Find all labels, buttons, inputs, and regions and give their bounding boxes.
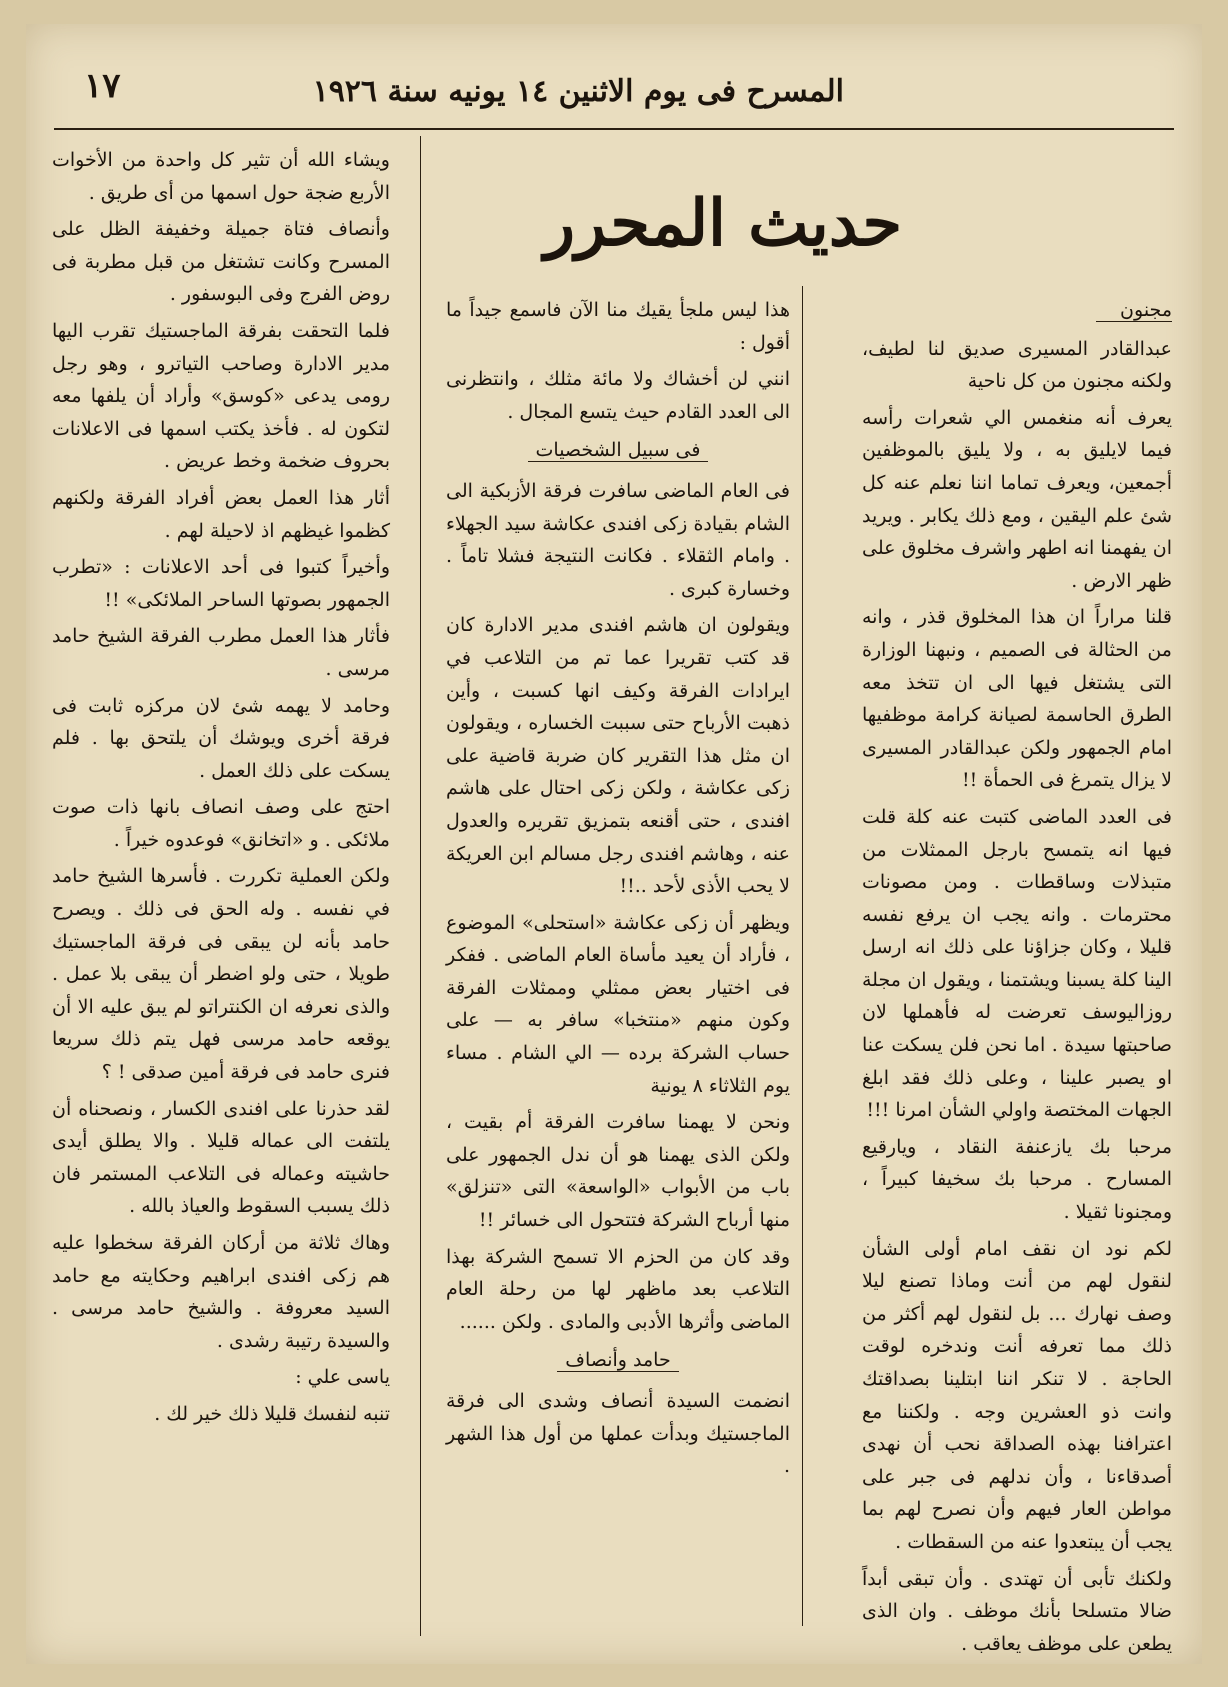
- header-title: المسرح فى يوم الاثنين ١٤ يونيه سنة ١٩٢٦: [312, 74, 844, 109]
- paragraph: قلنا مراراً ان هذا المخلوق قذر ، وانه من الحثالة فى الصميم ، ونبهنا الوزارة التى يشتغل فيها الى ان تتخذ معه الطرق الحاسمة لصيانة كرامة موظفيها امام الجمهور ولكن عبدالقادر المسيرى لا يزال يتمرغ فى الحمأة !!: [862, 606, 1172, 792]
- paragraph: ويظهر أن زكى عكاشة «استحلى» الموضوع ، فأراد أن يعيد مأساة العام الماضى . ففكر فى اختيار بعض ممثلي وممثلات الفرقة وكون منهم «منتخبا» سافر به — على حساب الشركة برده — الي الشام . مساء يوم الثلاثاء ٨ يونية: [446, 911, 790, 1097]
- page-number: ١٧: [84, 66, 121, 106]
- paragraph: فى العدد الماضى كتبت عنه كلة قلت فيها انه يتمسح بارجل الممثلات من متبذلات وساقطات . ومن مصونات محترمات . وانه يجب ان يرفع نفسه قليلا ، وكان جزاؤنا على ذلك انه ارسل الينا كلة يسبنا ويشتمنا ، ويقول ان مجلة روزاليوسف تعرضت له فأهملها لان صاحبتها سيدة . اما نحن فلن يسكت عنا او يصبر علينا ، وعلى ذلك فقد ابلغ الجهات المختصة واولي الشأن امرنا !!!: [862, 805, 1172, 1122]
- paragraph: لقد حذرنا على افندى الكسار ، ونصحناه أن يلتفت الى عماله قليلا . والا يطلق أيدى حاشيته وعماله فى التلاعب المستمر فان ذلك يسبب السقوط والعياذ بالله .: [52, 1097, 390, 1218]
- paragraph: وحامد لا يهمه شئ لان مركزه ثابت فى فرقة أخرى ويوشك أن يلتحق بها . فلم يسكت على ذلك العمل .: [52, 694, 390, 782]
- column-divider-middle: [802, 286, 803, 1626]
- section-heading-text: فى سبيل الشخصيات: [528, 439, 709, 462]
- newspaper-page: [26, 24, 1202, 1664]
- column-right: [862, 294, 1172, 1664]
- section-heading: [446, 1344, 790, 1377]
- paragraph: ولكن العملية تكررت . فأسرها الشيخ حامد في نفسه . وله الحق فى ذلك . ويصرح حامد بأنه لن يبقى فى فرقة الماجستيك طويلا ، حتى ولو اضطر أن يبقى بلا عمل . والذى نعرفه ان الكنتراتو لم يبق عليه الا أن يوقعه حامد مرسى فهل يتم ذلك سريعا فنرى حامد فى فرقة أمين صدقى ! ؟: [52, 865, 390, 1084]
- paragraph: وأخيراً كتبوا فى أحد الاعلانات : «تطرب الجمهور بصوتها الساحر الملائكى» !!: [52, 556, 390, 611]
- paragraph: وهاك ثلاثة من أركان الفرقة سخطوا عليه هم زكى افندى ابراهيم وحكايته مع حامد السيد معروفة . والشيخ حامد مرسى . والسيدة رتيبة رشدى .: [52, 1232, 390, 1352]
- paragraph: ياسى علي :: [295, 1366, 390, 1389]
- paragraph: تنبه لنفسك قليلا ذلك خير لك .: [154, 1402, 390, 1425]
- paragraph: ويشاء الله أن تثير كل واحدة من الأخوات الأربع ضجة حول اسمها من أى طريق .: [52, 149, 390, 204]
- article-title: حديث المحرر: [544, 186, 902, 261]
- paragraph: انضمت السيدة أنصاف وشدى الى فرقة الماجستيك وبدأت عملها من أول هذا الشهر .: [446, 1390, 790, 1478]
- section-byline: [862, 294, 1172, 327]
- paragraph: مرحبا بك يازعنفة النقاد ، ويارقيع المسارح . مرحبا بك سخيفا كبيراً ، ومجنونا ثقيلا .: [862, 1135, 1172, 1224]
- paragraph: ولكنك تأبى أن تهتدى . وأن تبقى أبداً ضالا متسلحا بأنك موظف . وان الذى يطعن على موظف يعاقب .: [862, 1567, 1172, 1655]
- paragraph: عبدالقادر المسيرى صديق لنا لطيف، ولكنه مجنون من كل ناحية: [862, 337, 1172, 393]
- paragraph: انني لن أخشاك ولا مائة مثلك ، وانتظرنى الى العدد القادم حيث يتسع المجال .: [446, 368, 790, 423]
- paragraph: ويقولون ان هاشم افندى مدير الادارة كان قد كتب تقريرا عما تم من التلاعب في ايرادات الفرقة وكيف انها كسبت ، وأين ذهبت الأرباح حتى سببت الخساره ، ويقولون ان مثل هذا التقرير كان ضربة قاضية على زكى عكاشة ، ولكن زكى احتال على هاشم افندى ، حتى أقنعه بتمزيق تقريره والعدول عنه ، وهاشم افندى رجل مسالم ابن العريكة لا يحب الأذى لأحد ..!!: [446, 614, 790, 898]
- paragraph: أثار هذا العمل بعض أفراد الفرقة ولكنهم كظموا غيظهم اذ لاحيلة لهم .: [52, 486, 390, 542]
- section-heading: [446, 434, 790, 467]
- paragraph: هذا ليس ملجأ يقيك منا الآن فاسمع جيداً ما أقول :: [446, 299, 790, 354]
- column-divider-left: [420, 136, 421, 1636]
- paragraph: وأنصاف فتاة جميلة وخفيفة الظل على المسرح وكانت تشتغل من قبل مطربة فى روض الفرج وفى البوسفور .: [52, 218, 390, 306]
- byline-text: مجنون: [1096, 299, 1172, 322]
- paragraph: فأثار هذا العمل مطرب الفرقة الشيخ حامد مرسى .: [52, 625, 390, 680]
- section-heading-text: حامد وأنصاف: [557, 1349, 678, 1372]
- column-middle: [446, 294, 790, 1487]
- paragraph: فلما التحقت بفرقة الماجستيك تقرب اليها مدير الادارة وصاحب التياترو ، وهو رجل رومى يدعى «كوسق» وأراد أن يلفها معه لتكون له . فأخذ يكتب اسمها فى الاعلانات بحروف ضخمة وخط عريض .: [52, 319, 390, 473]
- header-rule: [54, 128, 1174, 130]
- paragraph: ونحن لا يهمنا سافرت الفرقة أم بقيت ، ولكن الذى يهمنا هو أن ندل الجمهور على باب من الأبواب «الواسعة» التى «تنزلق» منها أرباح الشركة فتتحول الى خسائر !!: [446, 1111, 790, 1232]
- column-left: [52, 144, 390, 1435]
- page-header: [54, 62, 1174, 126]
- paragraph: يعرف أنه منغمس الي شعرات رأسه فيما لايليق به ، ولا يليق بالموظفين أجمعين، ويعرف تماما اننا نعلم عنه كل شئ علم اليقين ، ومع ذلك يكابر . ويريد ان يفهمنا انه اطهر واشرف مخلوق على ظهر الارض .: [862, 406, 1172, 592]
- paragraph: وقد كان من الحزم الا تسمح الشركة بهذا التلاعب بعد ماظهر لها من رحلة العام الماضى وأثرها الأدبى والمادى . ولكن ......: [446, 1245, 790, 1333]
- paragraph: لكم نود ان نقف امام أولى الشأن لنقول لهم من أنت وماذا تصنع ليلا وصف نهارك ... بل لنقول لهم أكثر من ذلك مما تعرفه أنت وندخره لوقت الحاجة . لا تنكر اننا ابتلينا بصداقتك وانت ذو العشرين وجه . ولكننا مع اعترافنا بهذه الصداقة نحب أن نهدى أصدقاءنا ، وأن ندلهم فى جبر على مواطن العار فيهم وأن نصرح لهم بما يجب أن يبتعدوا عنه من السقطات .: [862, 1237, 1172, 1553]
- paragraph: فى العام الماضى سافرت فرقة الأزبكية الى الشام بقيادة زكى افندى عكاشة سيد الجهلاء . وامام الثقلاء . فكانت النتيجة فشلا تاماً . وخسارة كبرى .: [446, 479, 790, 600]
- paragraph: احتج على وصف انصاف بانها ذات صوت ملائكى . و «اتخانق» فوعدوه خيراً .: [52, 796, 390, 851]
